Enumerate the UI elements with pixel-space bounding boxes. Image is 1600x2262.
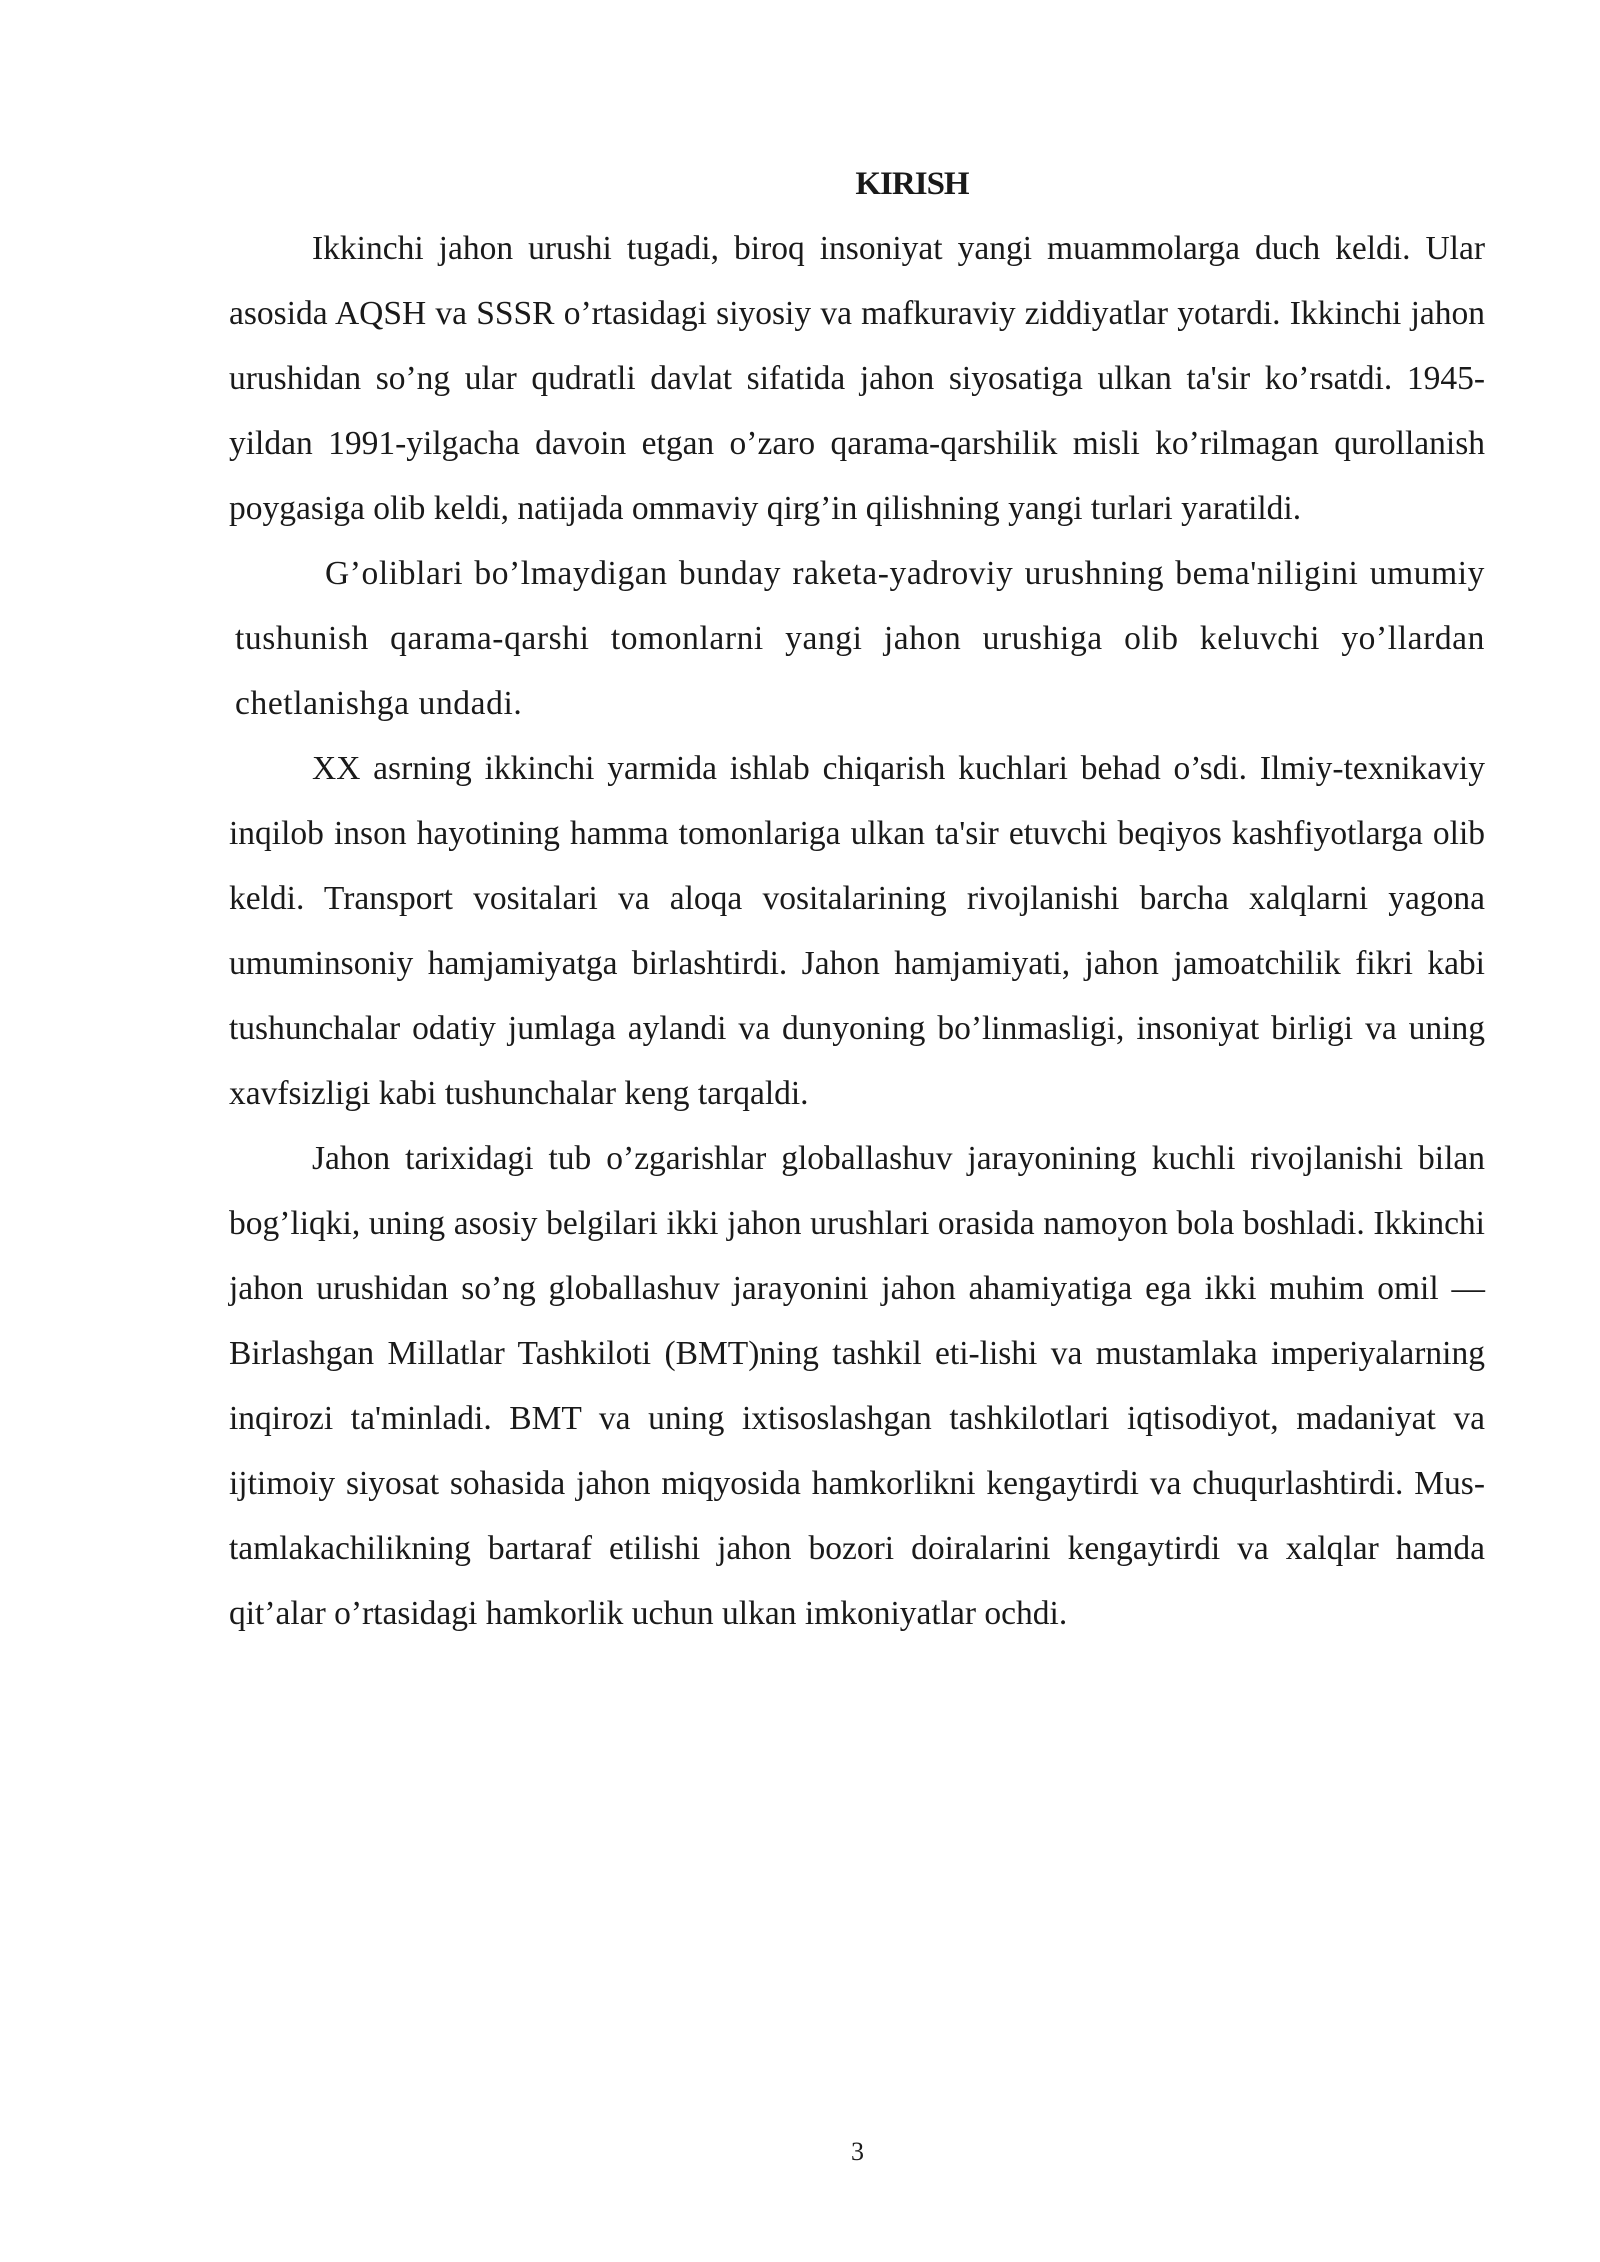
paragraph-1: Ikkinchi jahon urushi tugadi, biroq insoniyat yangi muammolarga duch keldi. Ular asosida AQSH va SSSR o’rtasidagi siyosiy va mafkuraviy ziddiyatlar yotardi. Ikkinchi jahon urushidan so’ng ular qudratli davlat sifatida jahon siyosatiga ulkan ta'sir ko’rsatdi. 1945-yildan 1991-yilgacha davoin etgan o’zaro qarama-qarshilik misli ko’rilmagan qurollanish poygasiga olib keldi, natijada ommaviy qirg’in qilishning yangi turlari yaratildi.: [229, 230, 1485, 527]
paragraph-3: XX asrning ikkinchi yarmida ishlab chiqarish kuchlari behad o’sdi. Ilmiy-texnikaviy inqilob inson hayotining hamma tomonlariga ulkan ta'sir etuvchi beqiyos kashfiyotlarga olib keldi. Transport vositalari va aloqa vositalarining rivojlanishi barcha xalqlarni yagona umuminsoniy hamjamiyatga birlashtirdi. Jahon hamjamiyati, jahon jamoatchilik fikri kabi tushunchalar odatiy jumlaga aylandi va dunyoning bo’linmasligi, insoniyat birligi va uning xavfsizligi kabi tushunchalar keng tarqaldi.: [229, 750, 1485, 1112]
paragraph-2: G’oliblari bo’lmaydigan bunday raketa-yadroviy urushning bema'niligini umumiy tushunish qarama-qarshi tomonlarni yangi jahon urushiga olib keluvchi yo’llardan chetlanishga undadi.: [235, 555, 1485, 722]
paragraph-4: Jahon tarixidagi tub o’zgarishlar globallashuv jarayonining kuchli rivojlanishi bilan bog’liqki, uning asosiy belgilari ikki jahon urushlari orasida namoyon bola boshladi. Ikkinchi jahon urushidan so’ng globallashuv jarayonini jahon ahamiyatiga ega ikki muhim omil — Birlashgan Millatlar Tashkiloti (BMT)ning tashkil eti-lishi va mustamlaka imperiyalarning inqirozi ta'minladi. BMT va uning ixtisoslashgan tashkilotlari iqtisodiyot, madaniyat va ijtimoiy siyosat sohasida jahon miqyosida hamkorlikni kengaytirdi va chuqurlashtirdi. Mus-tamlakachilikning bartaraf etilishi jahon bozori doiralarini kengaytirdi va xalqlar hamda qit’alar o’rtasidagi hamkorlik uchun ulkan imkoniyatlar ochdi.: [229, 1140, 1485, 1632]
page-content: [229, 152, 1485, 1646]
section-title: KIRISH: [855, 166, 969, 202]
page-number: 3: [851, 2137, 864, 2166]
